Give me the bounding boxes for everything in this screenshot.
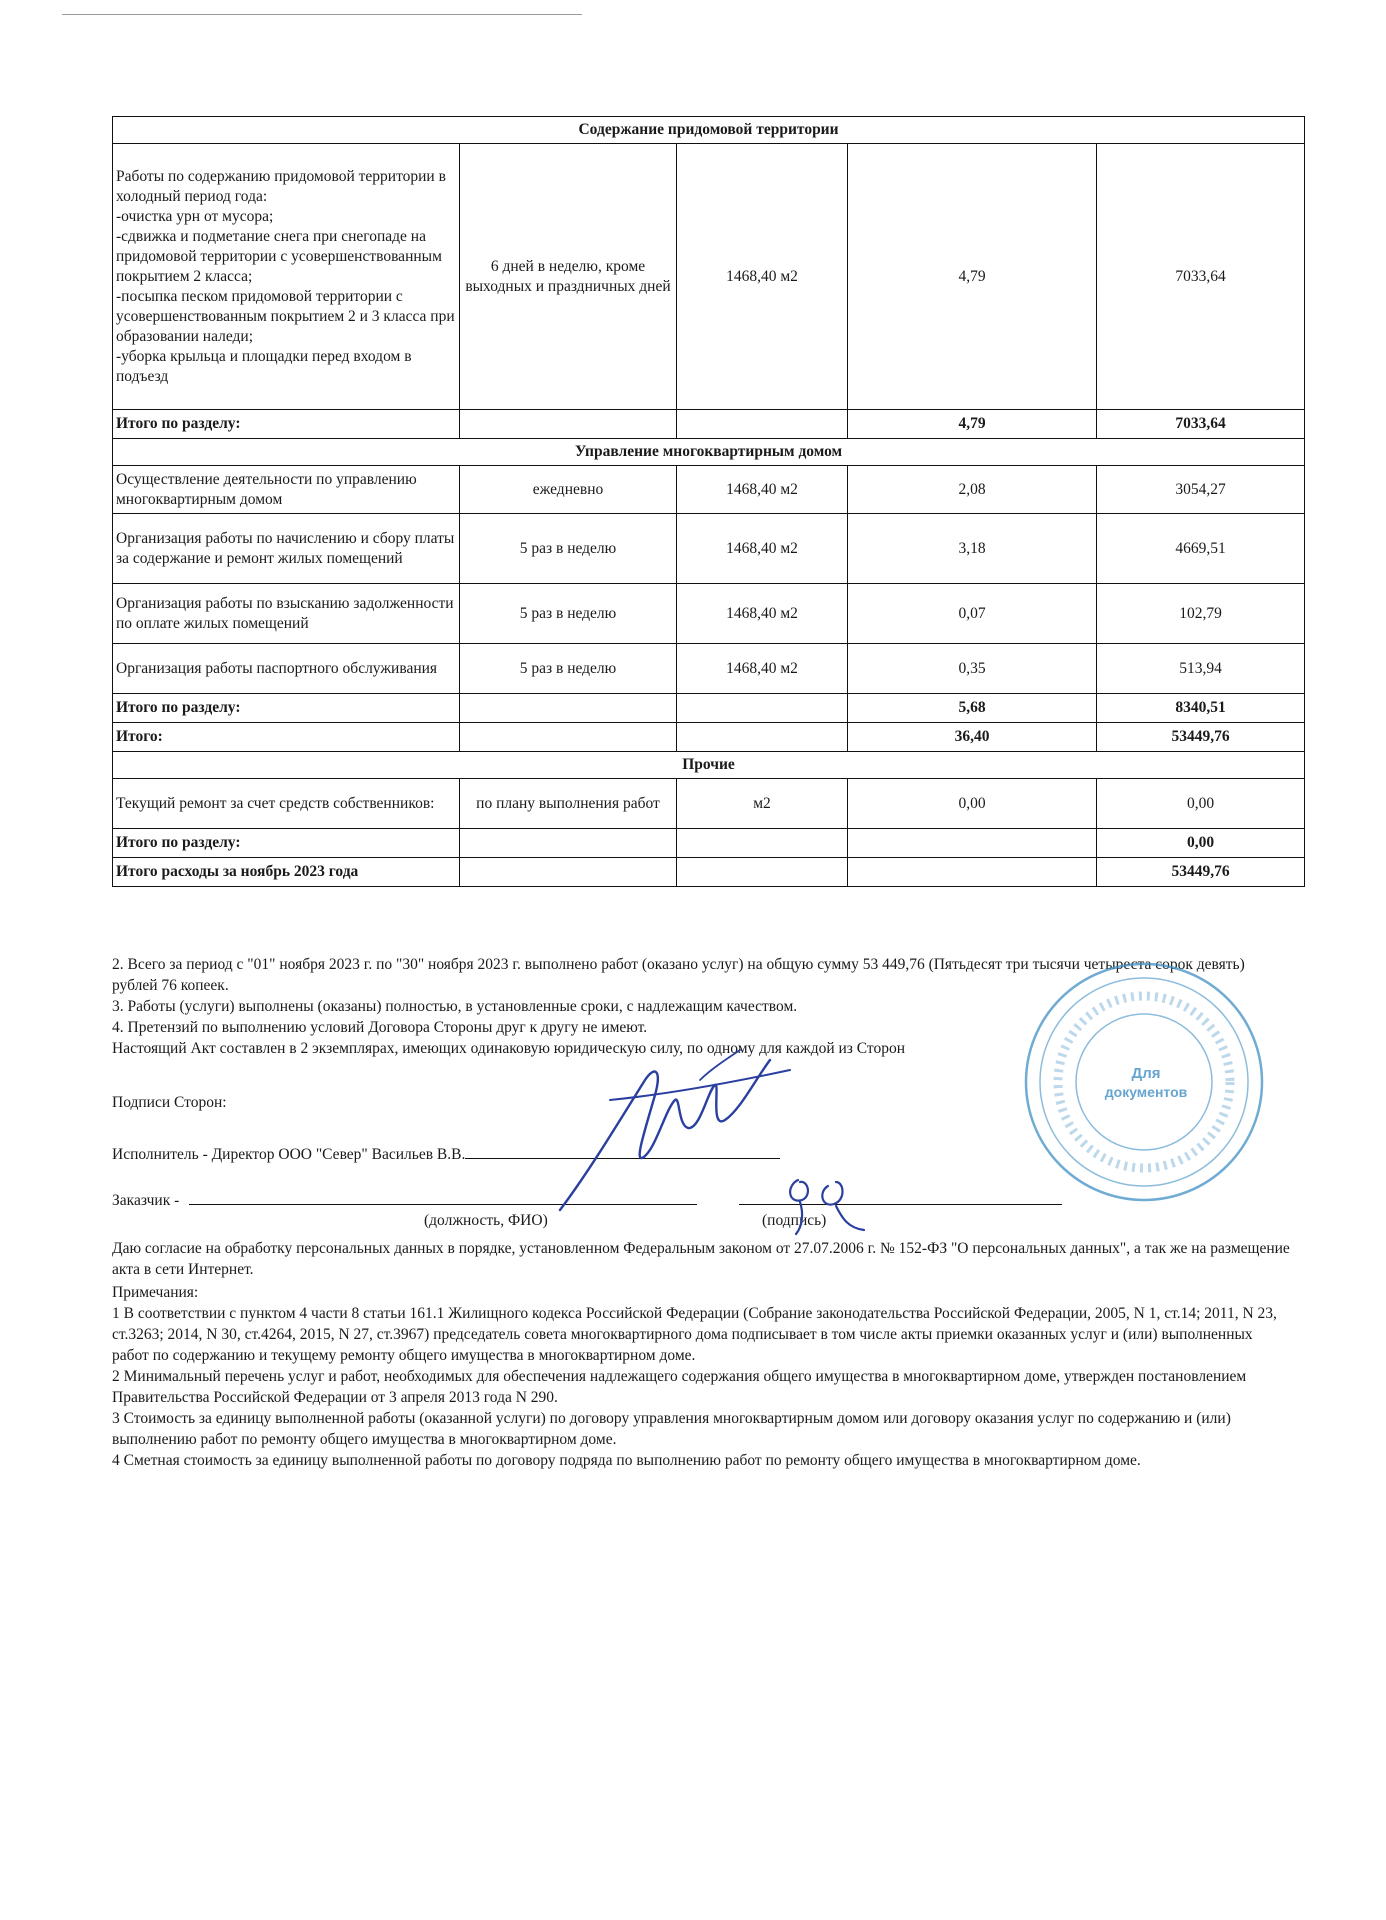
- personal-data-consent: Даю согласие на обработку персональных данных в порядке, установленном Федеральным законом от 27.07.2006 г. № 152-ФЗ "О персональных данных", а так же на размещение акта в сети Интернет.: [112, 1240, 1290, 1278]
- total-empty: [677, 829, 848, 858]
- note-2: 2 Минимальный перечень услуг и работ, необходимых для обеспечения надлежащего содержания общего имущества в многоквартирном доме, утвержден постановлением Правительства Российской Федерации от 3 апреля 2013 года N 290.: [112, 1368, 1247, 1406]
- month-total-rate: [848, 858, 1097, 887]
- total-empty: [677, 858, 848, 887]
- table-row-work: Организация работы паспортного обслуживания: [113, 644, 460, 694]
- total-sum: 7033,64: [1097, 410, 1305, 439]
- table-row-area: 1468,40 м2: [677, 466, 848, 514]
- table-row-work: Осуществление деятельности по управлению многоквартирным домом: [113, 466, 460, 514]
- total-label: Итого по разделу:: [113, 694, 460, 723]
- month-total-sum: 53449,76: [1097, 858, 1305, 887]
- total-empty: [460, 723, 677, 752]
- grand-total-rate: 36,40: [848, 723, 1097, 752]
- total-label: Итого по разделу:: [113, 829, 460, 858]
- section-title: Содержание придомовой территории: [113, 117, 1305, 144]
- month-total-label: Итого расходы за ноябрь 2023 года: [113, 858, 460, 887]
- total-empty: [677, 723, 848, 752]
- total-sum: 8340,51: [1097, 694, 1305, 723]
- company-stamp: [1022, 960, 1266, 1204]
- table-row-rate: 0,00: [848, 779, 1097, 829]
- table-row-sum: 0,00: [1097, 779, 1305, 829]
- table-row-rate: 3,18: [848, 514, 1097, 584]
- total-empty: [460, 858, 677, 887]
- table-row-sum: 4669,51: [1097, 514, 1305, 584]
- total-rate: 5,68: [848, 694, 1097, 723]
- scan-top-line: [62, 14, 582, 15]
- table-row-frequency: 5 раз в неделю: [460, 584, 677, 644]
- table-row-sum: 513,94: [1097, 644, 1305, 694]
- works-table: [112, 116, 1305, 887]
- signature-caption: (подпись): [762, 1212, 827, 1229]
- table-row-rate: 0,35: [848, 644, 1097, 694]
- section-title: Управление многоквартирным домом: [113, 439, 1305, 466]
- executor-label: Исполнитель - Директор ООО "Север" Васильев В.В.: [112, 1146, 466, 1163]
- notes-heading: Примечания:: [112, 1284, 199, 1301]
- note-4: 4 Сметная стоимость за единицу выполненной работы по договору подряда по выполнению работ по ремонту общего имущества в многоквартирном доме.: [112, 1452, 1141, 1469]
- table-row-frequency: 5 раз в неделю: [460, 514, 677, 584]
- table-row-work: Работы по содержанию придомовой территории в холодный период года: -очистка урн от мусора; -сдвижка и подметание снега при снегопаде на придомовой территории с усовершенствованным покрытием 2 класса; -посыпка песком придомовой территории с усовершенствованным покрытием 2 и 3 класса при образовании наледи; -уборка крыльца и площадки перед входом в подъезд: [113, 144, 460, 410]
- note-3: 3 Стоимость за единицу выполненной работы (оказанной услуги) по договору управления многоквартирным домом или договору оказания услуг по содержанию и (или) выполнению работ по ремонту общего имущества в многоквартирном доме.: [112, 1410, 1231, 1448]
- table-row-sum: 102,79: [1097, 584, 1305, 644]
- total-empty: [677, 694, 848, 723]
- table-row-frequency: 5 раз в неделю: [460, 644, 677, 694]
- note-1: 1 В соответствии с пунктом 4 части 8 статьи 161.1 Жилищного кодекса Российской Федерации (Собрание законодательства Российской Федерации, 2005, N 1, ст.14; 2011, N 23, ст.3263; 2014, N 30, ст.4264, 2015, N 27, ст.3967) председатель совета многоквартирного дома подписывает в том числе акты приемки оказанных услуг и (или) выполненных работ по содержанию и текущему ремонту общего имущества в многоквартирном доме.: [112, 1305, 1277, 1364]
- total-empty: [677, 410, 848, 439]
- clause-copies: Настоящий Акт составлен в 2 экземплярах, имеющих одинаковую юридическую силу, по одному для каждой из Сторон: [112, 1040, 906, 1057]
- total-label: Итого по разделу:: [113, 410, 460, 439]
- grand-total-sum: 53449,76: [1097, 723, 1305, 752]
- table-row-frequency: по плану выполнения работ: [460, 779, 677, 829]
- grand-total-label: Итого:: [113, 723, 460, 752]
- position-caption: (должность, ФИО): [424, 1212, 548, 1229]
- table-row-sum: 3054,27: [1097, 466, 1305, 514]
- table-row-area: 1468,40 м2: [677, 144, 848, 410]
- table-row-area: 1468,40 м2: [677, 584, 848, 644]
- table-row-work: Организация работы по начислению и сбору платы за содержание и ремонт жилых помещений: [113, 514, 460, 584]
- total-rate: [848, 829, 1097, 858]
- table-row-frequency: ежедневно: [460, 466, 677, 514]
- customer-label: Заказчик -: [112, 1192, 180, 1209]
- table-row-area: 1468,40 м2: [677, 644, 848, 694]
- total-rate: 4,79: [848, 410, 1097, 439]
- clause-4: 4. Претензий по выполнению условий Договора Стороны друг к другу не имеют.: [112, 1019, 648, 1036]
- table-row-work: Текущий ремонт за счет средств собственников:: [113, 779, 460, 829]
- svg-text:Для: Для: [1131, 1065, 1161, 1082]
- table-row-rate: 4,79: [848, 144, 1097, 410]
- clause-3: 3. Работы (услуги) выполнены (оказаны) полностью, в установленные сроки, с надлежащим качеством.: [112, 998, 798, 1015]
- signatures-heading: Подписи Сторон:: [112, 1094, 227, 1111]
- table-row-sum: 7033,64: [1097, 144, 1305, 410]
- executor-signature: [550, 1040, 800, 1220]
- table-row-area: м2: [677, 779, 848, 829]
- svg-text:документов: документов: [1104, 1084, 1188, 1100]
- total-empty: [460, 829, 677, 858]
- table-row-work: Организация работы по взысканию задолженности по оплате жилых помещений: [113, 584, 460, 644]
- table-row-rate: 2,08: [848, 466, 1097, 514]
- notes: [112, 1282, 1282, 1471]
- table-row-frequency: 6 дней в неделю, кроме выходных и праздничных дней: [460, 144, 677, 410]
- total-empty: [460, 410, 677, 439]
- total-sum: 0,00: [1097, 829, 1305, 858]
- clause-2: 2. Всего за период с "01" ноября 2023 г. по "30" ноября 2023 г. выполнено работ (оказано услуг) на общую сумму 53 449,76 (Пятьдесят три тысячи четыреста сорок девять) рублей 76 копеек.: [112, 956, 1245, 994]
- total-empty: [460, 694, 677, 723]
- customer-signature: [778, 1172, 870, 1242]
- table-row-rate: 0,07: [848, 584, 1097, 644]
- table-row-area: 1468,40 м2: [677, 514, 848, 584]
- section-title: Прочие: [113, 752, 1305, 779]
